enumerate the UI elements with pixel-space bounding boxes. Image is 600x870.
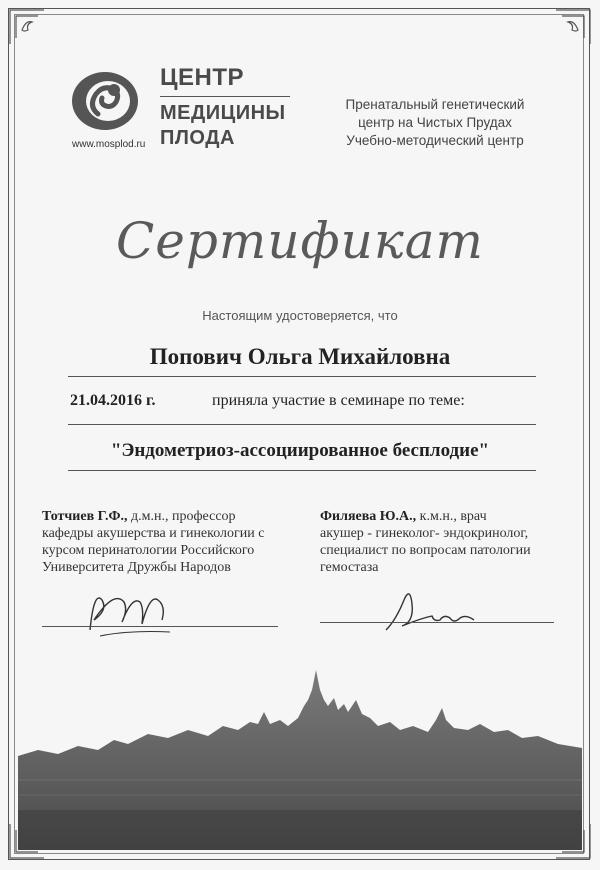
left-signatory xyxy=(42,508,302,576)
center-info-line3: Учебно-методический центр xyxy=(346,133,524,148)
right-signatory-line4: гемостаза xyxy=(320,560,379,575)
recipient-name: Попович Ольга Михайловна xyxy=(149,344,451,369)
center-info xyxy=(300,96,570,150)
right-signatory-line2: акушер - гинеколог- эндокринолог, xyxy=(320,526,529,541)
right-signature-line xyxy=(320,622,554,623)
fetus-logo-icon xyxy=(70,70,140,132)
right-signatory xyxy=(320,508,580,576)
left-signatory-line2: кафедры акушерства и гинекологии с xyxy=(42,526,265,541)
left-signatory-name: Тотчиев Г.Ф., xyxy=(42,509,128,524)
corner-ornament-icon xyxy=(554,8,592,46)
right-signature-icon xyxy=(380,586,490,636)
corner-ornament-icon xyxy=(8,8,46,46)
logo-text-line1: ЦЕНТР xyxy=(160,64,245,91)
seminar-topic: "Эндометриоз-ассоциированное бесплодие" xyxy=(110,440,490,461)
certificate-subtitle: Настоящим удостоверяется, что xyxy=(202,308,398,323)
right-signatory-name: Филяева Ю.А., xyxy=(320,509,417,524)
center-info-line2: центр на Чистых Прудах xyxy=(358,115,512,130)
date-line xyxy=(70,392,540,410)
seminar-date: 21.04.2016 г. xyxy=(70,392,156,409)
left-signatory-line4: Университета Дружбы Народов xyxy=(42,560,231,575)
logo-text-line2: МЕДИЦИНЫ xyxy=(160,102,286,124)
logo-text-line3: ПЛОДА xyxy=(160,127,235,149)
left-signature-icon xyxy=(80,580,190,640)
topic-underline xyxy=(68,470,536,471)
left-signatory-line3: курсом перинатологии Российского xyxy=(42,543,255,558)
certificate-title: Сертификат xyxy=(116,212,484,270)
date-underline xyxy=(68,424,536,425)
center-info-line1: Пренатальный генетический xyxy=(345,97,525,112)
right-signatory-credentials: к.м.н., врач xyxy=(416,509,487,524)
logo-divider xyxy=(160,96,290,97)
left-signature-line xyxy=(42,626,278,627)
right-signatory-line3: специалист по вопросам патологии xyxy=(320,543,531,558)
moscow-skyline-icon xyxy=(18,660,582,850)
logo-url: www.mosplod.ru xyxy=(72,139,146,150)
name-underline xyxy=(68,376,536,377)
participation-text: приняла участие в семинаре по теме: xyxy=(212,392,465,409)
left-signatory-credentials: д.м.н., профессор xyxy=(127,509,236,524)
